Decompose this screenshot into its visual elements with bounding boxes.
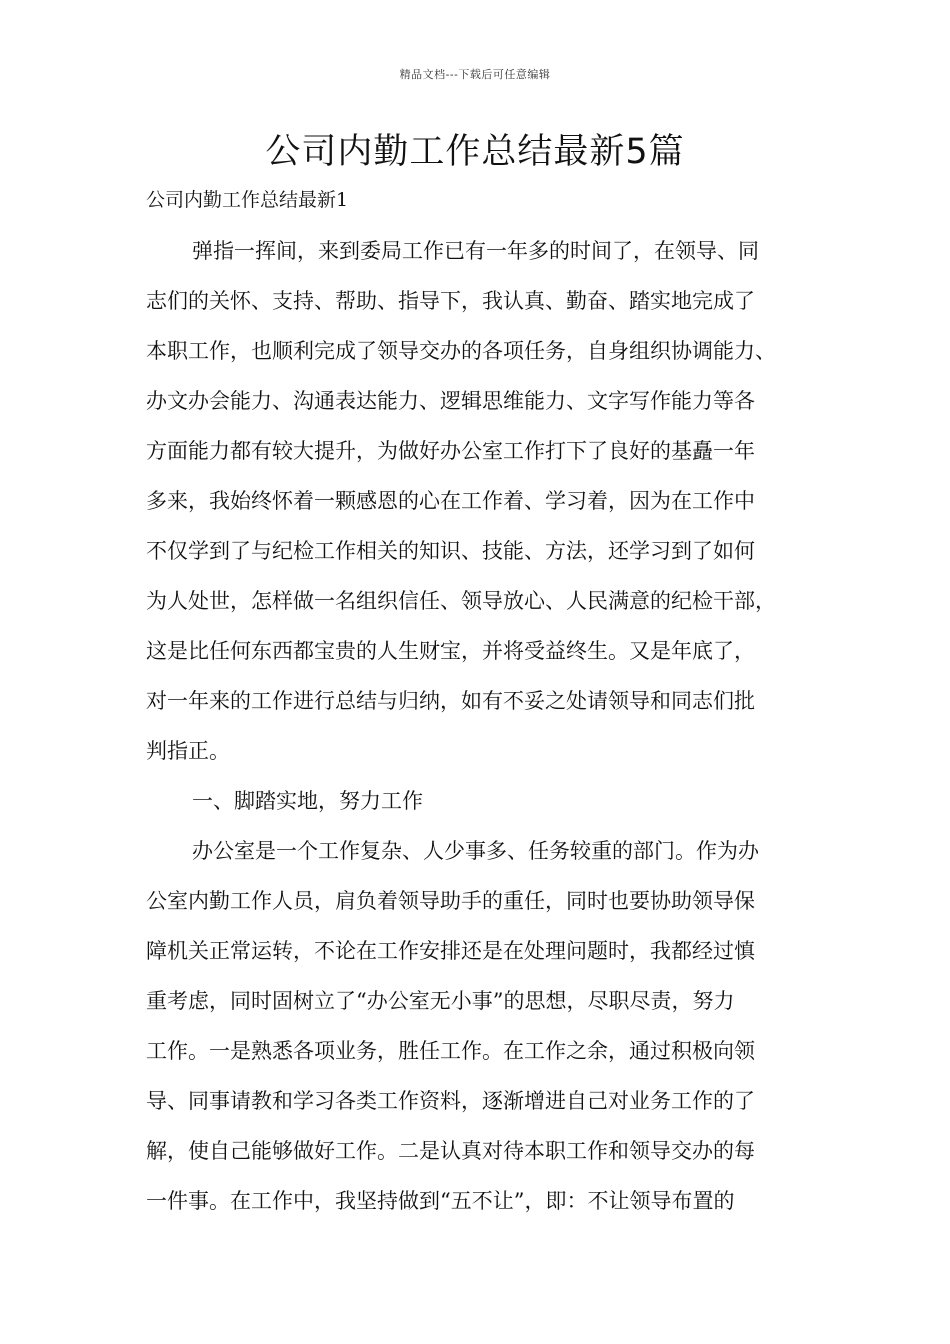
header-note: 精品文档---下载后可任意编辑 bbox=[399, 68, 551, 81]
paragraph-line: 不仅学到了与纪检工作相关的知识、技能、方法，还学习到了如何 bbox=[146, 539, 755, 563]
paragraph-line: 障机关正常运转，不论在工作安排还是在处理问题时，我都经过慎 bbox=[146, 939, 755, 963]
document-title: 公司内勤工作总结最新5篇 bbox=[265, 132, 685, 172]
paragraph-line: 办公室是一个工作复杂、人少事多、任务较重的部门。作为办 bbox=[192, 839, 759, 863]
body-text bbox=[146, 226, 806, 1226]
paragraph-line: 多来，我始终怀着一颗感恩的心在工作着、学习着，因为在工作中 bbox=[146, 489, 755, 513]
paragraph-line: 弹指一挥间，来到委局工作已有一年多的时间了，在领导、同 bbox=[192, 239, 759, 263]
paragraph-line: 对一年来的工作进行总结与归纳，如有不妥之处请领导和同志们批 bbox=[146, 689, 755, 713]
paragraph-line: 公室内勤工作人员，肩负着领导助手的重任，同时也要协助领导保 bbox=[146, 889, 755, 913]
paragraph-line: 为人处世，怎样做一名组织信任、领导放心、人民满意的纪检干部， bbox=[146, 589, 776, 613]
section-heading: 公司内勤工作总结最新1 bbox=[146, 189, 349, 211]
paragraph-line: 办文办会能力、沟通表达能力、逻辑思维能力、文字写作能力等各 bbox=[146, 389, 755, 413]
paragraph-line: 解，使自己能够做好工作。二是认真对待本职工作和领导交办的每 bbox=[146, 1139, 755, 1163]
paragraph-line: 判指正。 bbox=[146, 739, 230, 763]
paragraph-line: 这是比任何东西都宝贵的人生财宝，并将受益终生。又是年底了， bbox=[146, 639, 755, 663]
paragraph-line: 志们的关怀、支持、帮助、指导下，我认真、勤奋、踏实地完成了 bbox=[146, 289, 755, 313]
paragraph-line: 工作。一是熟悉各项业务，胜任工作。在工作之余，通过积极向领 bbox=[146, 1039, 755, 1063]
paragraph-line: 本职工作，也顺利完成了领导交办的各项任务，自身组织协调能力、 bbox=[146, 339, 776, 363]
subsection-heading: 一、脚踏实地，努力工作 bbox=[192, 789, 423, 813]
paragraph-line: 一件事。在工作中，我坚持做到“五不让”，即：不让领导布置的 bbox=[146, 1189, 735, 1213]
paragraph-line: 方面能力都有较大提升，为做好办公室工作打下了良好的基矗一年 bbox=[146, 439, 755, 463]
paragraph-line: 重考虑，同时固树立了“办公室无小事”的思想，尽职尽责，努力 bbox=[146, 989, 735, 1013]
paragraph-line: 导、同事请教和学习各类工作资料，逐渐增进自己对业务工作的了 bbox=[146, 1089, 755, 1113]
